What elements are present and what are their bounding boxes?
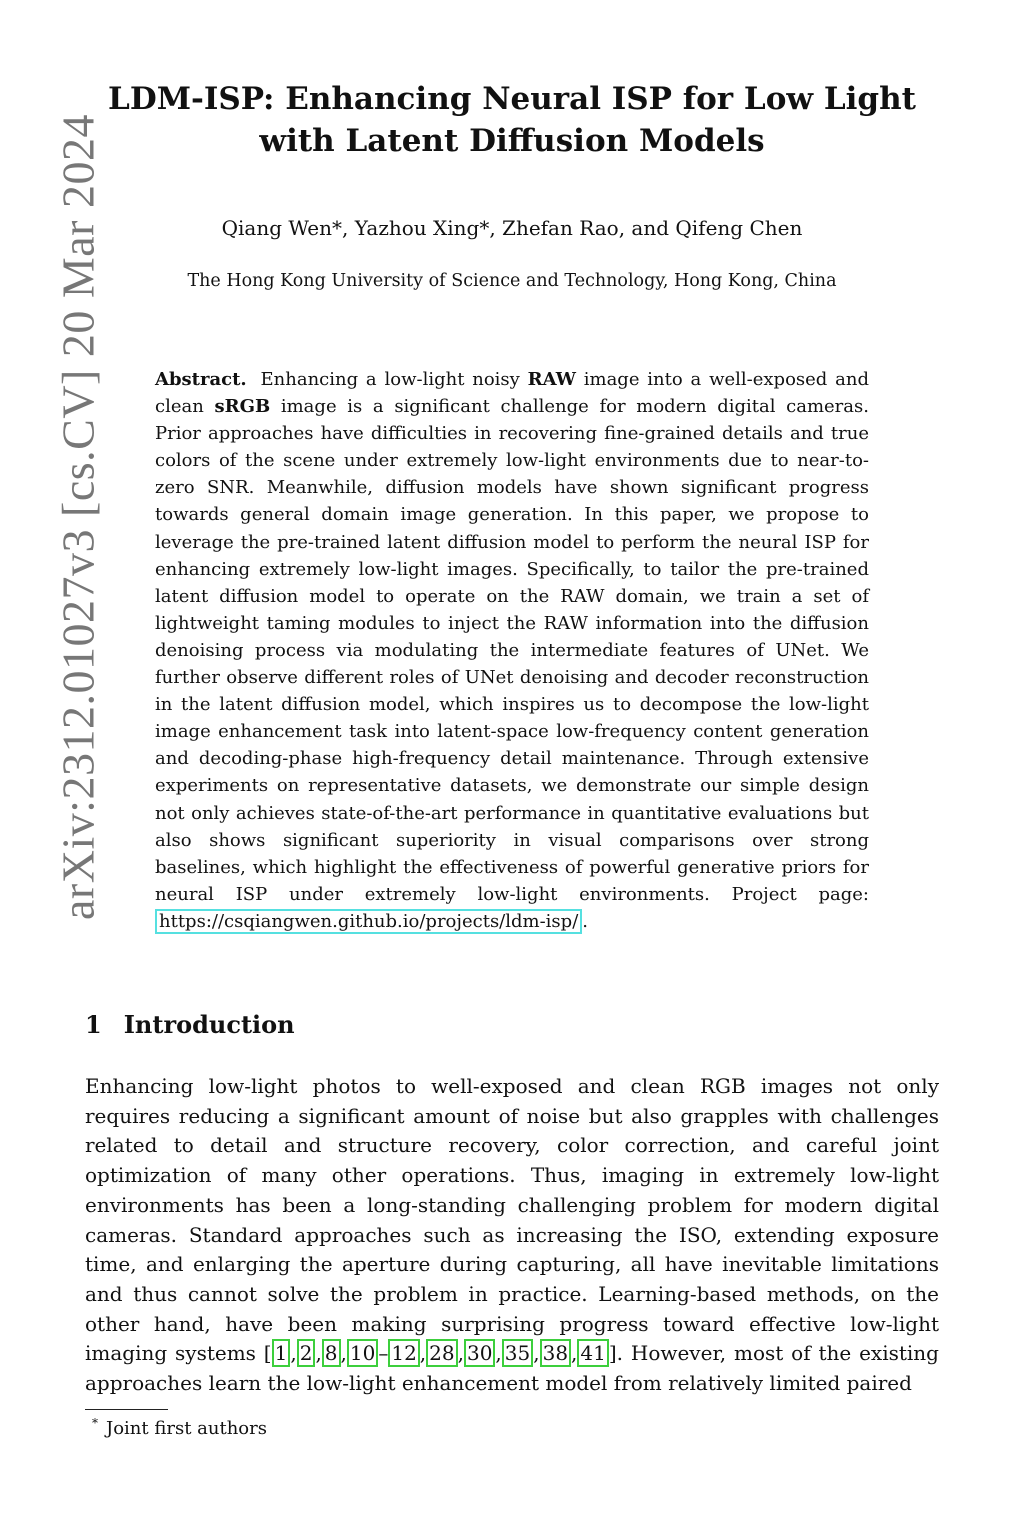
introduction-paragraph: Enhancing low-light photos to well-exposed and clean RGB images not only requires reducing a significant amount of noise but also grapples with challenges related to detail and structure recovery, color correction, and careful joint optimization of many other operations. Thus, imaging in extremely low-light environments has been a long-standing challenging problem for modern digital cameras. Standard approaches such as increasing the ISO, extending exposure time, and enlarging the aperture during capturing, all have inevitable limitations and thus cannot solve the problem in practice. Learning-based methods, on the other hand, have been making surprising progress toward effective low-light imaging systems [ 1 , 2 , 8 , 10 – 12 , 28 , 30 , 35 , 38 , 41 ]. However, most of the existing approaches learn the low-light enhancement model from relatively limited paired <box>85 1074 939 1396</box>
abstract-label: Abstract. <box>155 369 247 390</box>
section-number: 1 <box>85 1010 102 1039</box>
citation-link[interactable]: 10 <box>347 1339 378 1367</box>
citation-link[interactable]: 28 <box>426 1339 457 1367</box>
citation-link[interactable]: 12 <box>388 1339 419 1367</box>
footnote-text: Joint first authors <box>106 1418 267 1439</box>
abstract-text-1: Enhancing a low-light noisy <box>260 369 520 390</box>
footnote <box>92 1416 267 1439</box>
citation-link[interactable]: 35 <box>502 1339 533 1367</box>
affiliation: The Hong Kong University of Science and Technology, Hong Kong, China <box>187 271 837 291</box>
abstract <box>155 366 869 935</box>
arxiv-identifier <box>52 72 104 962</box>
citation-link[interactable]: 2 <box>297 1339 316 1367</box>
section-title: Introduction <box>123 1010 295 1039</box>
abstract-bold-raw: RAW <box>527 369 576 390</box>
author-list: Qiang Wen*, Yazhou Xing*, Zhefan Rao, and Qifeng Chen <box>221 216 803 240</box>
abstract-text-3: image is a significant challenge for modern digital cameras. Prior approaches have difficulties in recovering fine-grained details and true colors of the scene under extremely low-light environments due to near-to-zero SNR. Meanwhile, diffusion models have shown significant progress towards general domain image generation. In this paper, we propose to leverage the pre-trained latent diffusion model to perform the neural ISP for enhancing extremely low-light images. Specifically, to tailor the pre-trained latent diffusion model to operate on the RAW domain, we train a set of lightweight taming modules to inject the RAW information into the diffusion denoising process via modulating the intermediate features of UNet. We further observe different roles of UNet denoising and decoder reconstruction in the latent diffusion model, which inspires us to decompose the low-light image enhancement task into latent-space low-frequency content generation and decoding-phase high-frequency detail maintenance. Through extensive experiments on representative datasets, we demonstrate our simple design not only achieves state-of-the-art performance in quantitative evaluations but also shows significant superiority in visual comparisons over strong baselines, which highlight the effectiveness of powerful generative priors for neural ISP under extremely low-light environments. Project page: <box>155 396 869 905</box>
citation-link[interactable]: 38 <box>540 1339 571 1367</box>
intro-text-1: Enhancing low-light photos to well-exposed and clean RGB images not only requires reducing a significant amount of noise but also grapples with challenges related to detail and structure recovery, color correction, and careful joint optimization of many other operations. Thus, imaging in extremely low-light environments has been a long-standing challenging problem for modern digital cameras. Standard approaches such as increasing the ISO, extending exposure time, and enlarging the aperture during capturing, all have inevitable limitations and thus cannot solve the problem in practice. Learning-based methods, on the other hand, have been making surprising progress toward effective low-light imaging systems [ <box>85 1074 939 1366</box>
paper-title-line-2: with Latent Diffusion Models <box>259 123 765 159</box>
intro-text-2: ]. However, most of the existing approaches learn the low-light enhancement model from relatively limited paired <box>85 1341 939 1396</box>
paper-title <box>90 78 934 162</box>
footnote-divider <box>85 1409 168 1410</box>
section-heading <box>85 1010 295 1039</box>
abstract-end: . <box>582 910 588 932</box>
abstract-bold-srgb: sRGB <box>214 396 271 418</box>
arxiv-identifier-text: arXiv:2312.01027v3 [cs.CV] 20 Mar 2024 <box>52 113 104 921</box>
citation-link[interactable]: 8 <box>322 1339 341 1367</box>
citation-link[interactable]: 41 <box>577 1339 608 1367</box>
citation-link[interactable]: 1 <box>272 1339 291 1367</box>
abstract-text-2: image into a well-exposed and clean <box>155 369 869 418</box>
project-page-link[interactable]: https://csqiangwen.github.io/projects/ldm-isp/ <box>155 909 582 934</box>
citation-link[interactable]: 30 <box>464 1339 495 1367</box>
footnote-marker: * <box>92 1416 98 1430</box>
paper-title-line-1: LDM-ISP: Enhancing Neural ISP for Low Light <box>108 81 916 117</box>
